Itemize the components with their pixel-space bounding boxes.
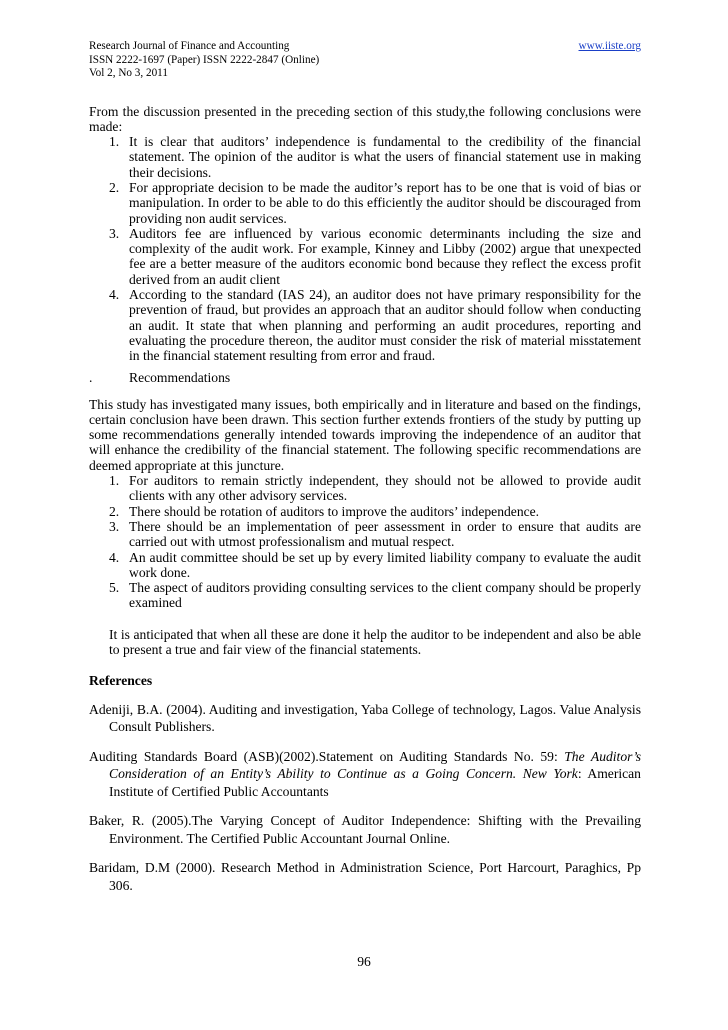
list-item: 3. Auditors fee are influenced by various economic determinants including the size and complexity of the audit work. For example, Kinney and Libby (2002) argue that unexpected fee are a better measure of the auditors economic bond because they reflect the excess profit derived from an audit client [109,225,641,287]
reference-entry: Baridam, D.M (2000). Research Method in Administration Science, Port Harcourt, Paraghics, Pp 306. [89,860,641,893]
list-item: 1. For auditors to remain strictly independent, they should not be allowed to provide audit clients with any other advisory services. [109,473,641,504]
recommendations-list [89,473,641,611]
list-item: 5. The aspect of auditors providing consulting services to the client company should be properly examined [109,580,641,611]
closing-paragraph: It is anticipated that when all these are done it help the auditor to be independent and also be able to present a true and fair view of the financial statements. [109,626,641,657]
journal-volume: Vol 2, No 3, 2011 [89,67,168,79]
journal-header [89,40,641,81]
section-title: Recommendations [129,369,231,385]
journal-url-link[interactable]: www.iiste.org [578,40,641,52]
list-item: 2. For appropriate decision to be made the auditor’s report has to be one that is void of bias or manipulation. In order to be able to do this efficiently the auditor should be discouraged from providing non audit services. [109,179,641,226]
list-item: 4. According to the standard (IAS 24), an auditor does not have primary responsibility for the prevention of fraud, but provides an approach that an auditor should follow when conducting an audit. It state that when planning and performing an audit procedures, reporting and evaluating the procedure thereon, the auditor must consider the risk of material misstatement in the financial statement resulting from error and fraud. [109,287,641,364]
page-number: 96 [357,954,371,969]
references-heading: References [89,673,153,689]
conclusions-intro: From the discussion presented in the preceding section of this study,the following conclusions were made: [89,103,641,134]
list-item: 3. There should be an implementation of peer assessment in order to ensure that audits are carried out with utmost professionalism and mutual respect. [109,518,641,550]
list-item: 1. It is clear that auditors’ independence is fundamental to the credibility of the financial statement. The opinion of the auditor is what the users of financial statement use in making their decisions. [109,134,641,180]
reference-entry: Auditing Standards Board (ASB)(2002).Statement on Auditing Standards No. 59: The Auditor’s Consideration of an Entity’s Ability to Continue as a Going Concern. New York: American Institute of Certified Public Accountants [89,748,641,799]
list-item: 4. An audit committee should be set up by every limited liability company to evaluate the audit work done. [109,549,641,580]
article-body [89,104,641,895]
journal-title: Research Journal of Finance and Accounting [89,40,290,52]
page-content [89,40,641,894]
list-item: 2. There should be rotation of auditors to improve the auditors’ independence. [109,503,540,519]
reference-entry: Adeniji, B.A. (2004). Auditing and investigation, Yaba College of technology, Lagos. Value Analysis Consult Publishers. [89,701,641,735]
reference-entry: Baker, R. (2005).The Varying Concept of Auditor Independence: Shifting with the Prevailing Environment. The Certified Public Accountant Journal Online. [89,813,641,846]
recommendations-heading [89,370,641,385]
journal-issn: ISSN 2222-1697 (Paper) ISSN 2222-2847 (Online) [89,53,320,66]
study-paragraph: This study has investigated many issues, both empirically and in literature and based on the findings, certain conclusion have been drawn. This section further extends frontiers of the study by putting up some recommendations generally intended towards improving the independence of an auditor that will enhance the credibility of the financial statement. The following specific recommendations are deemed appropriate at this juncture. [89,396,641,473]
section-marker: . [89,369,93,385]
conclusions-list [89,134,641,363]
